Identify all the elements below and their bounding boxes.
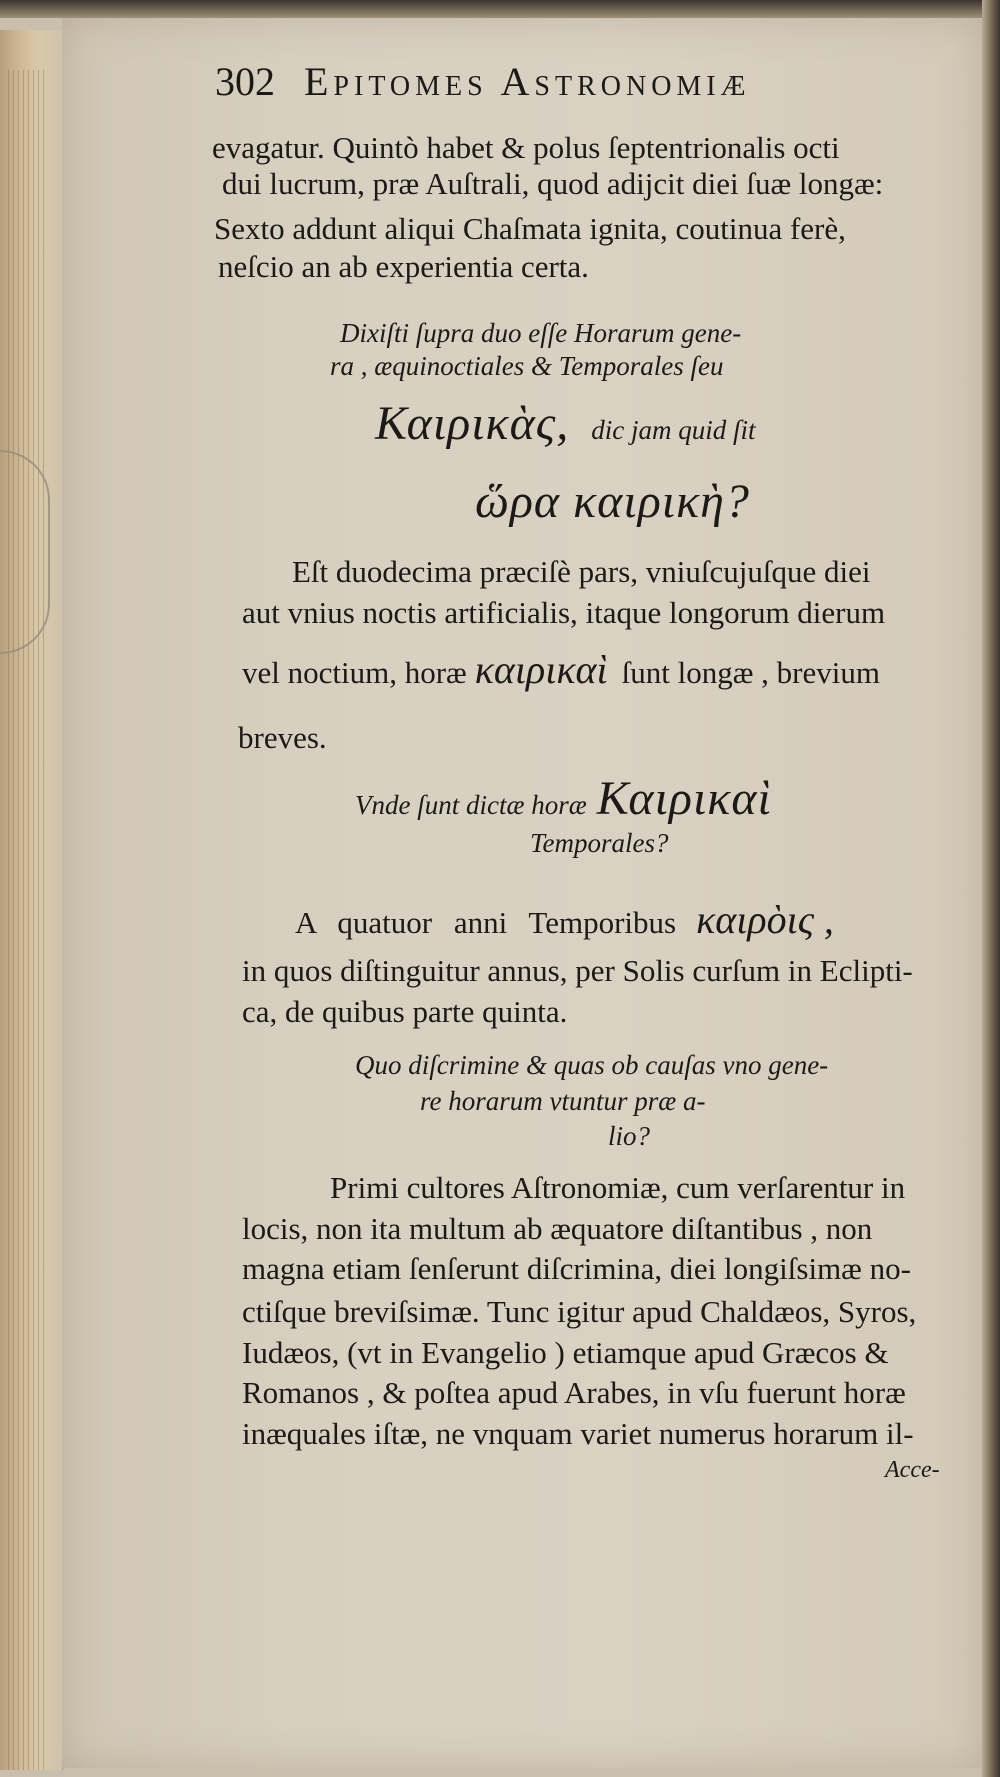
- text-segment: vel noctium, horæ: [242, 655, 467, 690]
- page-right-edge: [982, 0, 1000, 1777]
- question-line: re horarum vtuntur præ a-: [420, 1086, 706, 1116]
- text-segment: ſunt longæ , brevium: [621, 655, 880, 690]
- page-top-edge: [0, 0, 1000, 18]
- text-line: [295, 897, 834, 942]
- text-line: Sexto addunt aliqui Chaſmata ignita, coutinua ferè,: [214, 211, 846, 246]
- running-title: Epitomes Astronomiæ: [304, 59, 751, 104]
- text-line: Iudæos, (vt in Evangelio ) etiamque apud Græcos &: [242, 1335, 889, 1370]
- question-line: Temporales?: [530, 828, 669, 858]
- greek-heading: ὥρα καιρικὴ?: [475, 475, 750, 528]
- text-line: ctiſque breviſsimæ. Tunc igitur apud Chaldæos, Syros,: [242, 1294, 917, 1329]
- text-line: locis, non ita multum ab æquatore diſtantibus , non: [242, 1211, 873, 1246]
- text-line: dui lucrum, præ Auſtrali, quod adijcit diei ſuæ longæ:: [222, 166, 884, 201]
- question-text: dic jam quid ſit: [591, 415, 756, 445]
- question-line: Quo diſcrimine & quas ob cauſas vno gene-: [355, 1050, 829, 1080]
- running-header: [215, 59, 751, 104]
- question-line: lio?: [608, 1121, 651, 1151]
- question-line: [375, 397, 756, 450]
- text-line: Primi cultores Aſtronomiæ, cum verſarentur in: [330, 1170, 906, 1205]
- text-line: Eſt duodecima præciſè pars, vniuſcujuſque diei: [292, 554, 871, 589]
- question-line: [355, 772, 772, 825]
- text-segment: A quatuor anni Temporibus: [295, 905, 677, 940]
- text-line: evagatur. Quintò habet & polus ſeptentrionalis octi: [212, 130, 840, 165]
- page-number: 302: [215, 59, 275, 104]
- question-text: Vnde ſunt dictæ horæ: [355, 790, 587, 820]
- text-line: [242, 647, 880, 692]
- text-line: ca, de quibus parte quinta.: [242, 994, 568, 1029]
- text-line: neſcio an ab experientia certa.: [218, 249, 589, 284]
- text-line: aut vnius noctis artificialis, itaque longorum dierum: [242, 595, 886, 630]
- greek-word: Καιρικὰς,: [375, 397, 570, 450]
- greek-word: Καιρικαὶ: [596, 772, 772, 825]
- text-line: magna etiam ſenſerunt diſcrimina, diei longiſsimæ no-: [242, 1251, 911, 1286]
- greek-word: καιρὸις ,: [696, 897, 834, 942]
- text-line: breves.: [238, 720, 327, 755]
- question-line: Dixiſti ſupra duo eſſe Horarum gene-: [340, 318, 742, 348]
- book-gutter: [0, 30, 63, 1770]
- catchword: Acce-: [885, 1457, 940, 1483]
- greek-word: καιρικαὶ: [474, 647, 608, 692]
- text-line: in quos diſtinguitur annus, per Solis curſum in Eclipti-: [242, 953, 913, 988]
- text-line: inæquales iſtæ, ne vnquam variet numerus horarum il-: [242, 1416, 914, 1451]
- page-edges: [8, 70, 48, 1770]
- clasp-impression: [0, 450, 50, 654]
- text-line: Romanos , & poſtea apud Arabes, in vſu fuerunt horæ: [242, 1375, 906, 1410]
- question-line: ra , æquinoctiales & Temporales ſeu: [330, 351, 724, 381]
